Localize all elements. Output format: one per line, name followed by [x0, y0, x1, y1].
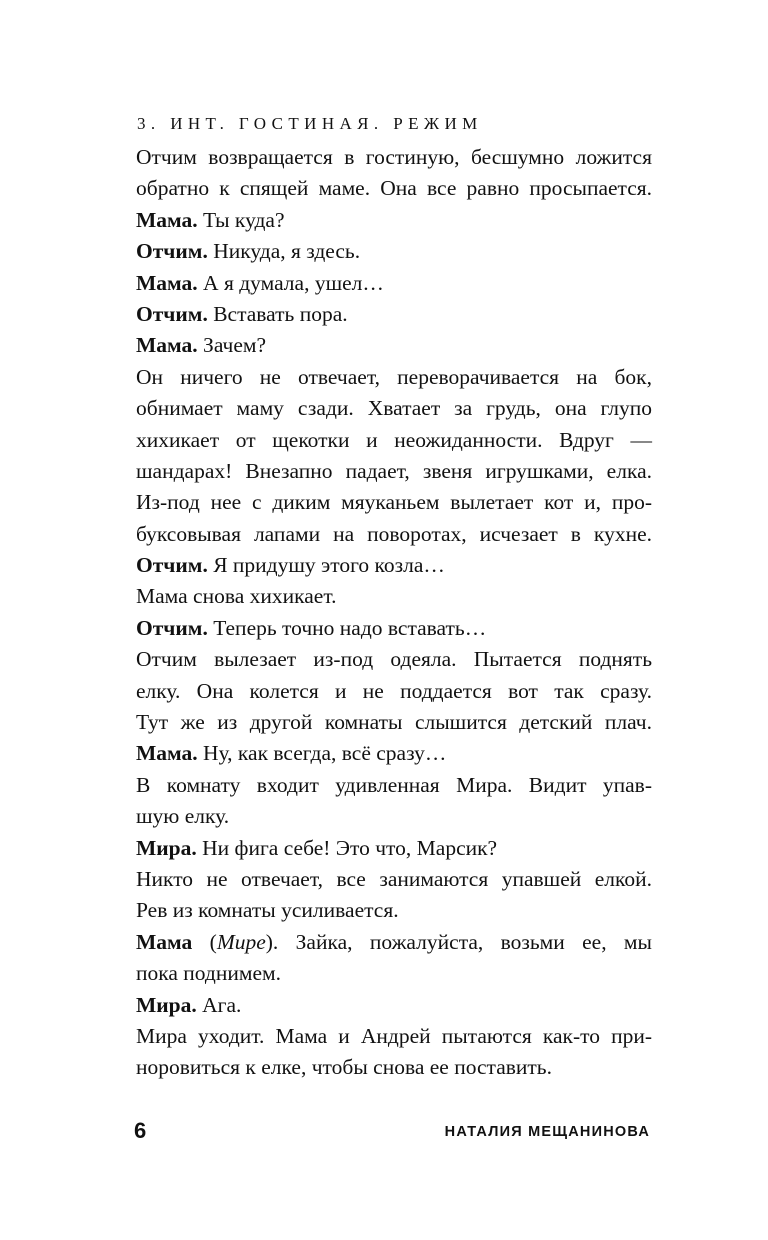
line-text: Мама снова хихикает. [136, 584, 337, 609]
scene-heading: 3. ИНТ. ГОСТИНАЯ. РЕЖИМ [137, 114, 483, 133]
dialogue-line [136, 738, 652, 769]
running-footer-author: НАТАЛИЯ МЕЩАНИНОВА [444, 1124, 650, 1140]
line-text: Отчим вылезает из-под одеяла. Пытается поднять [136, 647, 652, 672]
script-body [136, 142, 652, 1084]
speaker-name: Мама. [136, 333, 198, 358]
line-text: Ну, как всегда, всё сразу… [197, 741, 447, 766]
action-line [136, 676, 652, 707]
line-text: Я придушу этого козла… [207, 553, 445, 578]
line-text: ). Зайка, пожалуйста, возьми ее, мы [265, 929, 652, 954]
dialogue-line [136, 613, 652, 644]
action-line [136, 1021, 652, 1052]
dialogue-line [136, 330, 652, 361]
dialogue-line [136, 550, 652, 581]
line-text: Никуда, я здесь. [207, 239, 361, 264]
line-text: норовиться к елке, чтобы снова ее поставить. [136, 1055, 552, 1080]
speaker-name: Мама. [136, 207, 198, 232]
action-line [136, 173, 652, 204]
action-line [136, 456, 652, 487]
line-text: Отчим возвращается в гостиную, бесшумно ложится [136, 145, 652, 169]
dialogue-line [136, 268, 652, 299]
line-text: Теперь точно надо вставать… [207, 615, 487, 640]
dialogue-line [136, 990, 652, 1021]
action-line [136, 142, 652, 173]
action-line [136, 801, 652, 832]
action-line [136, 895, 652, 926]
action-line [136, 644, 652, 675]
action-line [136, 581, 652, 612]
line-text: пока поднимем. [136, 961, 282, 986]
action-line [136, 707, 652, 738]
speaker-name: Отчим. [136, 615, 208, 640]
line-text: Из-под нее с диким мяуканьем вылетает кот и, про- [136, 490, 652, 515]
speaker-name: Мама [136, 929, 193, 954]
action-line [136, 362, 652, 393]
line-text: Мира уходит. Мама и Андрей пытаются как-то при- [136, 1023, 652, 1048]
line-text: В комнату входит удивленная Мира. Видит упав- [136, 772, 652, 797]
line-text: А я думала, ушел… [197, 270, 384, 295]
speaker-name: Отчим. [136, 553, 208, 578]
line-text: Никто не отвечает, все занимаются упавшей елкой. [136, 866, 652, 891]
action-line [136, 425, 652, 456]
line-text: хихикает от щекотки и неожиданности. Вдруг — [136, 427, 652, 452]
line-text: буксовывая лапами на поворотах, исчезает в кухне. [136, 521, 652, 546]
line-text: Ты куда? [197, 207, 285, 232]
dialogue-line [136, 833, 652, 864]
speaker-name: Мама. [136, 270, 198, 295]
speaker-name: Мама. [136, 741, 198, 766]
line-text: Вставать пора. [207, 301, 348, 326]
dialogue-line [136, 205, 652, 236]
action-line [136, 487, 652, 518]
line-text: обратно к спящей маме. Она все равно просыпается. [136, 176, 652, 201]
line-text: елку. Она колется и не поддается вот так сразу. [136, 678, 652, 703]
line-text: Ни фига себе! Это что, Марсик? [196, 835, 498, 860]
line-text: Он ничего не отвечает, переворачивается на бок, [136, 364, 652, 389]
action-line [136, 1052, 652, 1083]
action-line [136, 958, 652, 989]
speaker-name: Мира. [136, 992, 197, 1017]
dialogue-line [136, 299, 652, 330]
action-line [136, 770, 652, 801]
action-line [136, 519, 652, 550]
line-text: шандарах! Внезапно падает, звеня игрушками, елка. [136, 458, 652, 483]
stage-direction-addressee: Мире [216, 929, 266, 954]
dialogue-line [136, 236, 652, 267]
line-text: шую елку. [136, 804, 230, 829]
action-line [136, 393, 652, 424]
speaker-name: Мира. [136, 835, 197, 860]
line-text: обнимает маму сзади. Хватает за грудь, она глупо [136, 396, 652, 421]
paren-open: ( [192, 929, 217, 954]
action-line [136, 864, 652, 895]
speaker-name: Отчим. [136, 301, 208, 326]
speaker-name: Отчим. [136, 239, 208, 264]
line-text: Зачем? [197, 333, 267, 358]
page-number: 6 [134, 1118, 147, 1143]
line-text: Ага. [196, 992, 242, 1017]
line-text: Тут же из другой комнаты слышится детский плач. [136, 710, 652, 735]
dialogue-line [136, 927, 652, 958]
line-text: Рев из комнаты усиливается. [136, 898, 399, 923]
